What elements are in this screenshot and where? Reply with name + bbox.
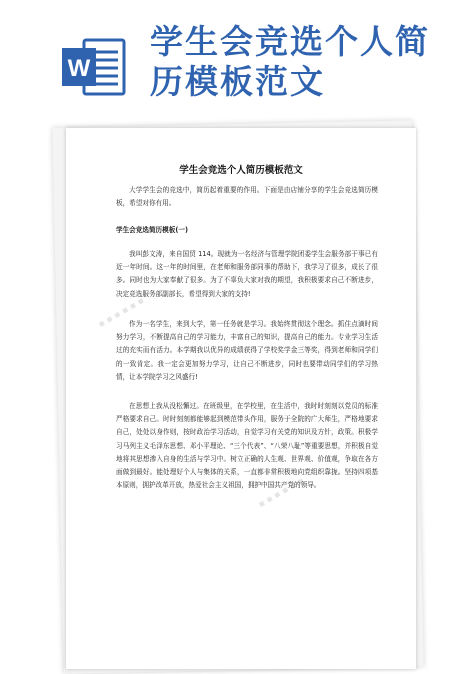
word-document-icon [62, 38, 126, 96]
body-paragraph: 我叫彭文涛，来自国贸 114。现就为一名经济与管理学院团委学生会服务部干事已有近一年时间。这一年的时间里，在老师和服务部同事的帮助下，我学习了很多，成长了很多。同时也为大家奉献了很多。为了不辜负大家对我的期望，我积极要求自己不断进步，决定竞选服务部副部长，希望得到大家的支持! [116, 250, 378, 298]
watermark: ▪ ▪ ▪ ▪ ▪ ▪ [96, 295, 146, 331]
banner [0, 0, 474, 120]
intro-paragraph: 大学学生会的竞选中，简历起着重要的作用。下面是由店铺分享的学生会竞选简历模板，希望对你有用。 [116, 186, 378, 208]
watermark: ▪ ▪ ▪ ▪ ▪ ▪ [256, 475, 306, 511]
banner-title: 学生会竞选个人简历模板范文 [150, 22, 430, 101]
body-paragraph: 作为一名学生，来到大学，第一任务就是学习。我始终贯彻这个理念。抓住点滴时间努力学习，不断提高自己的学习能力，丰富自己的知识，提高自己的能力。专业学习生活过的充实而有活力。本学期我以优异的成绩获得了学校奖学金三等奖，得到老师和同学们的一致肯定。我一定会更加努力学习，让自己不断进步，同时也要带动同学们的学习热情，让本学院学习之风盛行! [116, 320, 378, 381]
body-paragraph: 在思想上我从没松懈过。在班级里，在学校里，在生活中，我时时刻刻以党员的标准严格要求自己。时时刻刻都能够起到模范带头作用，服务于全院的广大师生，严格地要求自己，处处以身作则，按时政治学习活动，自觉学习有关党的知识及方针，政策。积极学习马列主义毛泽东思想、邓小平理论、“三个代表”、“八荣八耻”等重要思想，并积极自觉地将其思想渗入自身的生活与学习中。树立正确的人生观、世界观、价值观，争取在各方面做到最好。能处理好个人与集体的关系，一直都非常积极地向党组织靠拢。坚持四项基本原则，拥护改革开放，热爱社会主义祖国，拥护中国共产党的领导。 [116, 402, 378, 490]
section-heading: 学生会竞选简历模板(一) [116, 226, 188, 234]
svg-text:W: W [67, 55, 91, 82]
document-title: 学生会竞选个人简历模板范文 [179, 165, 303, 176]
document-page [66, 128, 416, 669]
